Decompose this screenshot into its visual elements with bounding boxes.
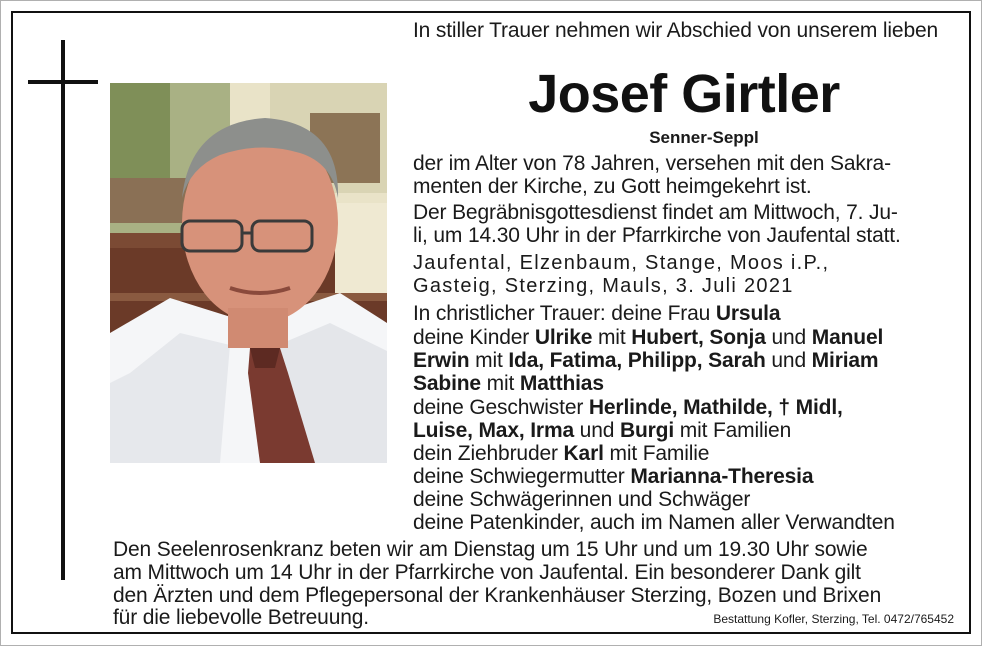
mourner-in-laws: deine Schwägerinnen und Schwäger (413, 488, 751, 511)
funeral-home-credit: Bestattung Kofler, Sterzing, Tel. 0472/765452 (713, 612, 954, 626)
cross-icon-bar (28, 80, 98, 84)
body-line: Der Begräbnisgottesdienst findet am Mittwoch, 7. Ju- (413, 201, 898, 224)
mourner-siblings: deine Geschwister Herlinde, Mathilde, † Midl, (413, 396, 843, 419)
mourner-siblings: Luise, Max, Irma und Burgi mit Familien (413, 419, 792, 442)
mourner-wife: In christlicher Trauer: deine Frau Ursula (413, 302, 781, 325)
body-line: der im Alter von 78 Jahren, versehen mit den Sakra- (413, 152, 891, 175)
intro-text: In stiller Trauer nehmen wir Abschied von unserem lieben (413, 19, 939, 42)
closing-line: Den Seelenrosenkranz beten wir am Dienstag um 15 Uhr und um 19.30 Uhr sowie (113, 538, 868, 561)
mourner-foster-brother: dein Ziehbruder Karl mit Familie (413, 442, 710, 465)
place-line: Jaufental, Elzenbaum, Stange, Moos i.P., (413, 252, 830, 274)
place-line: Gasteig, Sterzing, Mauls, 3. Juli 2021 (413, 275, 794, 297)
closing-line: den Ärzten und dem Pflegepersonal der Krankenhäuser Sterzing, Bozen und Brixen (113, 584, 882, 607)
deceased-nickname: Senner-Seppl (649, 128, 759, 147)
body-line: li, um 14.30 Uhr in der Pfarrkirche von Jaufental statt. (413, 224, 901, 247)
mourner-children: Sabine mit Matthias (413, 372, 604, 395)
deceased-name: Josef Girtler (528, 64, 840, 124)
cross-icon (61, 40, 65, 580)
mourner-mother-in-law: deine Schwiegermutter Marianna-Theresia (413, 465, 814, 488)
mourner-godchildren: deine Patenkinder, auch im Namen aller Verwandten (413, 511, 895, 534)
portrait-photo (110, 83, 387, 463)
mourner-children: Erwin mit Ida, Fatima, Philipp, Sarah und Miriam (413, 349, 879, 372)
mourner-children: deine Kinder Ulrike mit Hubert, Sonja und Manuel (413, 326, 884, 349)
closing-line: für die liebevolle Betreuung. (113, 606, 369, 629)
closing-line: am Mittwoch um 14 Uhr in der Pfarrkirche von Jaufental. Ein besonderer Dank gilt (113, 561, 861, 584)
body-line: menten der Kirche, zu Gott heimgekehrt ist. (413, 175, 812, 198)
